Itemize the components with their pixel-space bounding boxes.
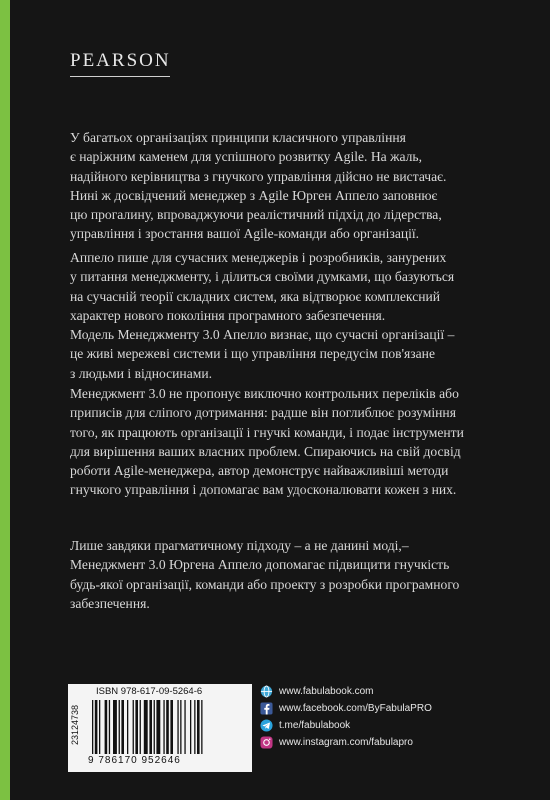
telegram-link[interactable]: t.me/fabulabook bbox=[260, 717, 350, 733]
paragraph-management: Менеджмент 3.0 не пропонує виключно контрольних переліків або приписів для сліпого дотримання: радше він поглиблює розуміння того, як працюють організації і гнучкі команди, і подає інструменти для вирішення ваших власних проблем. Спираючись на свій досвід роботи Agile-менеджера, автор демонструє найважливіші методи гнучкого управління і допомагає вам удосконалювати кожен з них. bbox=[70, 386, 464, 498]
facebook-icon bbox=[260, 702, 273, 715]
facebook-link[interactable]: www.facebook.com/ByFabulaPRO bbox=[260, 700, 432, 716]
instagram-icon bbox=[260, 736, 273, 749]
publisher-logo: PEARSON bbox=[70, 50, 171, 71]
isbn-label: ISBN 978-617-09-5264-6 bbox=[96, 686, 203, 697]
barcode-side-number: 23124738 bbox=[70, 704, 80, 746]
telegram-icon bbox=[260, 719, 273, 732]
publisher-underline bbox=[70, 76, 170, 77]
instagram-link[interactable]: www.instagram.com/fabulapro bbox=[260, 734, 413, 750]
globe-icon bbox=[260, 685, 273, 698]
barcode-bars bbox=[92, 700, 242, 754]
barcode-digits: 9 786170 952646 bbox=[88, 755, 181, 766]
paragraph-intro: У багатьох організаціях принципи класичного управління є наріжним каменем для успішного розвитку Agile. На жаль, надійного керівництва з гнучкого управління дійсно не вистачає. Нині ж досвідчений менеджер з Agile Юрген Аппело заповнює цю прогалину, впроваджуючи реалістичний підхід до лідерства, управління і зростання вашої Agile-команди або організації. bbox=[70, 130, 447, 242]
paragraph-author: Аппело пише для сучасних менеджерів і розробників, занурених у питання менеджменту, і ділиться своїми думками, що базуються на сучасній теорії складних систем, яка відтворює комплексний характер нового покоління програмного забезпечення. Модель Менеджменту 3.0 Апелло визнає, що сучасні організації – це живі мережеві системи і що управління передусім пов'язане з людьми і відносинами. bbox=[70, 250, 455, 381]
website-link[interactable]: www.fabulabook.com bbox=[260, 683, 374, 699]
paragraph-conclusion: Лише завдяки прагматичному підходу – а не данині моді,– Менеджмент 3.0 Юргена Аппело допомагає підвищити гнучкість будь-якої організації, команди або проекту з розробки програмного забезпечення. bbox=[70, 538, 460, 611]
